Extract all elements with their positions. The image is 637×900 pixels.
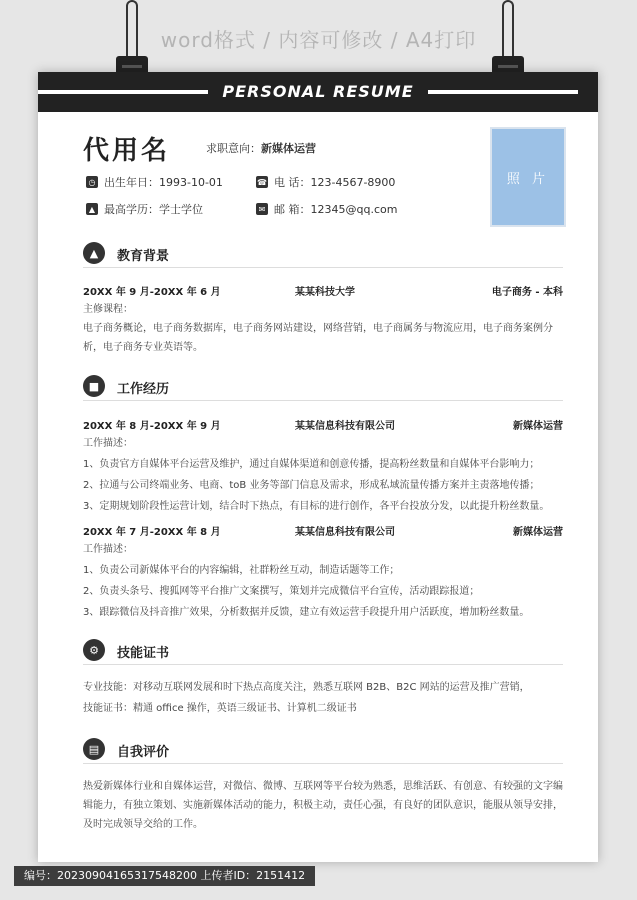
job-desc-label-2: 工作描述：: [83, 544, 133, 555]
job-item: 1、负责公司新媒体平台的内容编辑，社群粉丝互动，制造话题等工作；: [83, 565, 400, 576]
mail-icon: ✉: [256, 203, 268, 215]
job-item: 3、跟踪微信及抖音推广效果，分析数据并反馈，建立有效运营手段提升用户活跃度，增加粉丝数量。: [83, 607, 530, 618]
section-self-evaluation: ▤ 自我评价: [83, 738, 563, 764]
section-skills: ⚙ 技能证书: [83, 639, 563, 665]
certificates-line: 技能证书：精通 office 操作，英语三级证书、计算机二级证书: [83, 703, 357, 714]
graduation-icon: ▲: [86, 203, 98, 215]
gear-icon: ⚙: [83, 639, 105, 661]
graduation-cap-icon: ▲: [83, 242, 105, 264]
self-evaluation-text: 热爱新媒体行业和自媒体运营，对微信、微博、互联网等平台较为熟悉，思维活跃、有创意、有较强的文字编辑能力，有独立策划、实施新媒体活动的能力，积极主动，责任心强，有良好的团队意识，能服从领导安排，及时完成领导交给的工作。: [83, 781, 563, 830]
top-caption: word格式 / 内容可修改 / A4打印: [160, 28, 477, 52]
phone-icon: ☎: [257, 177, 267, 187]
photo-placeholder[interactable]: 照 片: [490, 127, 566, 227]
candidate-name: 代用名: [83, 136, 171, 166]
skills-line: 专业技能：对移动互联网发展和时下热点高度关注，熟悉互联网 B2B、B2C 网站的运营及推广营销，: [83, 682, 530, 693]
section-work: ■ 工作经历: [83, 375, 563, 401]
birth-info: ◷ 出生年日：1993-10-01: [86, 174, 223, 190]
email-info: ✉ 邮 箱：12345@qq.com: [256, 201, 397, 217]
job-item: 3、定期规划阶段性运营计划，结合时下热点，有目标的进行创作，各平台投放分发，以此提升粉丝数量。: [83, 501, 550, 512]
degree-info: ▲ 最高学历：学士学位: [86, 201, 203, 217]
clock-icon: ◷: [86, 176, 98, 188]
job-item: 2、负责头条号、搜狐网等平台推广文案撰写，策划并完成微信平台宣传，活动跟踪报道；: [83, 586, 480, 597]
job-intention: 求职意向：新媒体运营: [206, 142, 316, 155]
header-band: [38, 72, 598, 112]
section-education: ▲ 教育背景: [83, 242, 563, 268]
banner-title: PERSONAL RESUME: [208, 80, 428, 104]
job-desc-label-1: 工作描述：: [83, 438, 133, 449]
job-item: 2、拉通与公司终端业务、电商、toB 业务等部门信息及需求，形成私域流量传播方案并主责落地传播；: [83, 480, 540, 491]
briefcase-icon: ■: [83, 375, 105, 397]
notebook-icon: ▤: [83, 738, 105, 760]
resume-paper: PERSONAL RESUME 代用名 求职意向：新媒体运营 照 片 ◷ 出生年日：1993-10-01 ☎ 电 话：123-4567-8900 ▲ 最高学历：学士学位 ✉ 邮 箱：12345@qq.com ▲ 教育背景 20XX 年 9 月-20XX 年 6 月 某某科技大学 电子商务 - 本科 主修课程： 电子商务概论，电子商务数据库，电子商务网站建设，网络营销，电子商属务与物流应用，电子商务案例分析，电子商务专业英语等。 ■ 工作经历 20XX 年 8 月-20XX 年 9 月 某某信息科技有限公司 新媒体运营 工作描述： 1、负责官方自媒体平台运营及维护，通过自媒体渠道和创意传播，提高粉丝数量和自媒体平台影响力； 2、拉通与公司终端业务、电商、toB 业务等部门信息及需求，形成私域流量传播方案并主责落地传播； 3、定期规划阶段性运营计划，结合时下热点，有目标的进行创作，各平台投放分发，以此提升粉丝数量。 20XX 年 7 月-20XX 年 8 月 某某信息科技有限公司 新媒体运营 工作描述： 1、负责公司新媒体平台的内容编辑，社群粉丝互动，制造话题等工作； 2、负责头条号、搜狐网等平台推广文案撰写，策划并完成微信平台宣传，活动跟踪报道； 3、跟踪微信及抖音推广效果，分析数据并反馈，建立有效运营手段提升用户活跃度，增加粉丝数量。 ⚙ 技能证书 专业技能：对移动互联网发展和时下热点高度关注，熟悉互联网 B2B、B2C 网站的运营及推广营销， 技能证书：精通 office 操作，英语三级证书、计算机二级证书 ▤ 自我评价 热爱新媒体行业和自媒体运营，对微信、微博、互联网等平台较为熟悉，思维活跃、有创意、有较强的文字编辑能力，有独立策划、实施新媒体活动的能力，积极主动，责任心强，有良好的团队意识，能服从领导安排，及时完成领导交给的工作。: [38, 72, 598, 862]
footer-bar: 编号：20230904165317548200 上传者ID：2151412: [14, 866, 315, 886]
course-label: 主修课程：: [83, 304, 133, 315]
course-list: 电子商务概论，电子商务数据库，电子商务网站建设，网络营销，电子商属务与物流应用，电子商务案例分析，电子商务专业英语等。: [83, 323, 553, 353]
phone-info: ☎ 电 话：123-4567-8900: [257, 176, 396, 189]
job-item: 1、负责官方自媒体平台运营及维护，通过自媒体渠道和创意传播，提高粉丝数量和自媒体平台影响力；: [83, 459, 540, 470]
